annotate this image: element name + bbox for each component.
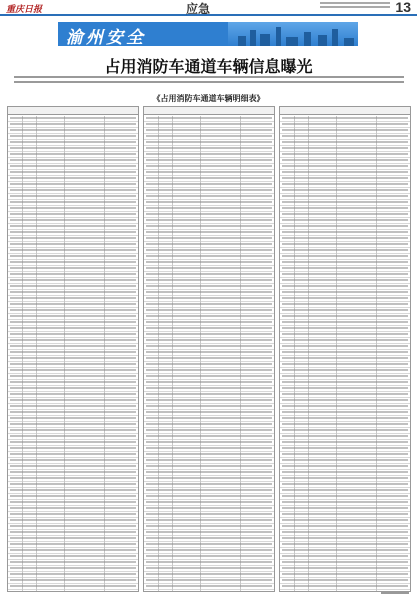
vehicle-table-column-1 (7, 106, 139, 592)
city-skyline-image (228, 22, 358, 46)
article-headline: 占用消防车通道车辆信息曝光 (104, 57, 313, 76)
vehicle-table-column-2 (143, 106, 275, 592)
vehicle-table-column-3 (279, 106, 411, 592)
article-intro (14, 76, 404, 90)
newspaper-logo: 重庆日报 (6, 5, 43, 15)
table-rows (8, 116, 138, 591)
table-rows (144, 116, 274, 591)
table-title: 《占用消防车通道车辆明细表》 (152, 94, 265, 103)
table-header (8, 107, 138, 115)
table-header (144, 107, 274, 115)
continued-note (381, 591, 409, 594)
masthead (0, 0, 417, 16)
table-rows (280, 116, 410, 591)
column-title: 渝州安全 (66, 28, 146, 46)
table-header (280, 107, 410, 115)
section-title: 应急 (186, 2, 211, 16)
column-banner (58, 22, 358, 46)
page-number: 13 (395, 0, 411, 15)
issue-meta (320, 2, 390, 14)
